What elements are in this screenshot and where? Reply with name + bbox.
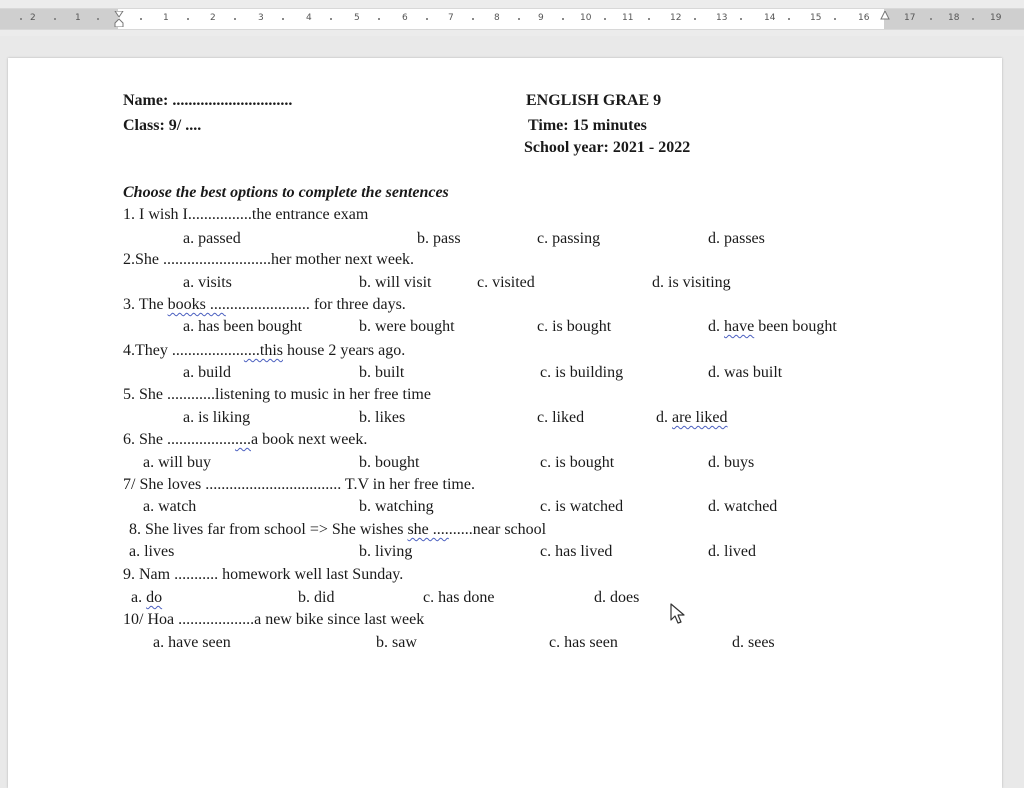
- class-field: Class: 9/ ....: [123, 117, 202, 134]
- option-10a: a. have seen: [153, 634, 231, 651]
- ruler-number: 17: [904, 13, 916, 23]
- ruler-tick: [472, 18, 474, 20]
- option-9c: c. has done: [423, 589, 495, 606]
- ruler-left-margin: [0, 9, 118, 29]
- question-3-suffix: ..................... for three days.: [225, 296, 406, 313]
- option-8d: d. lived: [708, 543, 756, 560]
- question-2: 2.She ...........................her mother next week.: [123, 251, 415, 268]
- question-6-suffix: a book next week.: [251, 431, 368, 448]
- question-7: 7/ She loves .................................. T.V in her free time.: [123, 476, 475, 493]
- name-field: Name: ..............................: [123, 92, 293, 109]
- option-6d: d. buys: [708, 454, 755, 471]
- indent-marker-icon[interactable]: [114, 11, 124, 19]
- option-6a: a. will buy: [143, 454, 211, 471]
- option-1a: a. passed: [183, 230, 241, 247]
- ruler-tick: [426, 18, 428, 20]
- option-4c: c. is building: [540, 364, 624, 381]
- question-10: 10/ Hoa ...................a new bike since last week: [123, 611, 425, 628]
- ruler-tick: [972, 18, 974, 20]
- ruler-number: 19: [990, 13, 1002, 23]
- ruler-number: 4: [306, 13, 312, 23]
- ruler-tick: [518, 18, 520, 20]
- option-5a: a. is liking: [183, 409, 251, 426]
- option-10b: b. saw: [376, 634, 417, 651]
- option-3d: [708, 318, 837, 336]
- option-3d-prefix: d.: [708, 318, 724, 335]
- option-7a: a. watch: [143, 498, 197, 515]
- ruler-tick: [97, 18, 99, 20]
- ruler-tick: [330, 18, 332, 20]
- instruction-heading: Choose the best options to complete the sentences: [123, 184, 449, 201]
- spelling-flag: ....: [235, 431, 251, 448]
- ruler-tick: [834, 18, 836, 20]
- spelling-flag: books ....: [167, 296, 226, 313]
- ruler-number: 16: [858, 13, 870, 23]
- option-2c: c. visited: [477, 274, 535, 291]
- ruler-number: 13: [716, 13, 728, 23]
- question-5: 5. She ............listening to music in her free time: [123, 386, 431, 403]
- ruler-number: 2: [210, 13, 216, 23]
- spelling-flag: are liked: [672, 409, 728, 426]
- option-4b: b. built: [359, 364, 405, 381]
- ruler-tick: [234, 18, 236, 20]
- ruler-tick: [20, 18, 22, 20]
- ruler-number: 2: [30, 13, 36, 23]
- option-6b: b. bought: [359, 454, 420, 471]
- option-4d: d. was built: [708, 364, 783, 381]
- option-5d-prefix: d.: [656, 409, 672, 426]
- ruler-tick: [648, 18, 650, 20]
- option-8a: a. lives: [129, 543, 175, 560]
- question-8: [129, 521, 546, 539]
- ruler-number: 11: [622, 13, 634, 23]
- option-9a: [131, 589, 162, 607]
- ruler-number: 5: [354, 13, 360, 23]
- option-5c: c. liked: [537, 409, 585, 426]
- ruler-tick: [378, 18, 380, 20]
- ruler-bar[interactable]: [0, 8, 1024, 30]
- question-9: 9. Nam ........... homework well last Sunday.: [123, 566, 404, 583]
- spelling-flag: have: [724, 318, 755, 335]
- spelling-flag: she ....: [407, 521, 449, 538]
- ruler-number: 10: [580, 13, 592, 23]
- option-4a: a. build: [183, 364, 231, 381]
- option-3d-suffix: been bought: [754, 318, 837, 335]
- option-10d: d. sees: [732, 634, 775, 651]
- option-2d: d. is visiting: [652, 274, 731, 291]
- school-year-label: School year: 2021 - 2022: [524, 139, 691, 156]
- option-1b: b. pass: [417, 230, 461, 247]
- option-1c: c. passing: [537, 230, 601, 247]
- ruler-number: 1: [75, 13, 81, 23]
- option-8b: b. living: [359, 543, 413, 560]
- question-3: [123, 296, 406, 314]
- spelling-flag: ....this: [243, 342, 283, 359]
- option-7b: b. watching: [359, 498, 434, 515]
- spelling-flag: do: [146, 589, 163, 606]
- ruler-number: 6: [402, 13, 408, 23]
- ruler-tick: [562, 18, 564, 20]
- question-4-suffix: house 2 years ago.: [283, 342, 406, 359]
- time-label: Time: 15 minutes: [528, 117, 647, 134]
- ruler-number: 14: [764, 13, 776, 23]
- ruler-tick: [788, 18, 790, 20]
- ruler-tick: [187, 18, 189, 20]
- right-indent-marker-icon[interactable]: [880, 11, 890, 19]
- option-2b: b. will visit: [359, 274, 432, 291]
- ruler-tick: [54, 18, 56, 20]
- question-4-prefix: 4.They ..................: [123, 342, 244, 359]
- ruler-number: 7: [448, 13, 454, 23]
- option-3a: a. has been bought: [183, 318, 303, 335]
- ruler-tick: [930, 18, 932, 20]
- ruler-tick: [740, 18, 742, 20]
- option-9a-prefix: a.: [131, 589, 147, 606]
- ruler-number: 18: [948, 13, 960, 23]
- ruler-number: 3: [258, 13, 264, 23]
- question-8-prefix: 8. She lives far from school => She wishes: [129, 521, 408, 538]
- ruler-tick: [140, 18, 142, 20]
- ruler-number: 1: [163, 13, 169, 23]
- option-3b: b. were bought: [359, 318, 455, 335]
- question-8-suffix: ......near school: [448, 521, 547, 538]
- option-1d: d. passes: [708, 230, 765, 247]
- option-9b: b. did: [298, 589, 335, 606]
- option-3c: c. is bought: [537, 318, 612, 335]
- option-5b: b. likes: [359, 409, 406, 426]
- ruler-number: 15: [810, 13, 822, 23]
- question-4: [123, 342, 405, 360]
- ruler-number: 9: [538, 13, 544, 23]
- option-10c: c. has seen: [549, 634, 618, 651]
- mouse-pointer-icon: [670, 603, 686, 625]
- option-6c: c. is bought: [540, 454, 615, 471]
- option-2a: a. visits: [183, 274, 232, 291]
- ruler-number: 12: [670, 13, 682, 23]
- option-5d: [656, 409, 728, 427]
- option-8c: c. has lived: [540, 543, 613, 560]
- question-3-prefix: 3. The: [123, 296, 168, 313]
- option-7d: d. watched: [708, 498, 778, 515]
- question-6-prefix: 6. She .................: [123, 431, 235, 448]
- ruler-tick: [604, 18, 606, 20]
- document-page[interactable]: [8, 58, 1002, 788]
- ruler-number: 8: [494, 13, 500, 23]
- ruler-tick: [694, 18, 696, 20]
- horizontal-ruler[interactable]: [0, 0, 1024, 36]
- question-6: [123, 431, 367, 449]
- ruler-tick: [282, 18, 284, 20]
- option-7c: c. is watched: [540, 498, 624, 515]
- subject-title: ENGLISH GRAE 9: [526, 92, 662, 109]
- question-1: 1. I wish I................the entrance exam: [123, 206, 369, 223]
- option-9d: d. does: [594, 589, 640, 606]
